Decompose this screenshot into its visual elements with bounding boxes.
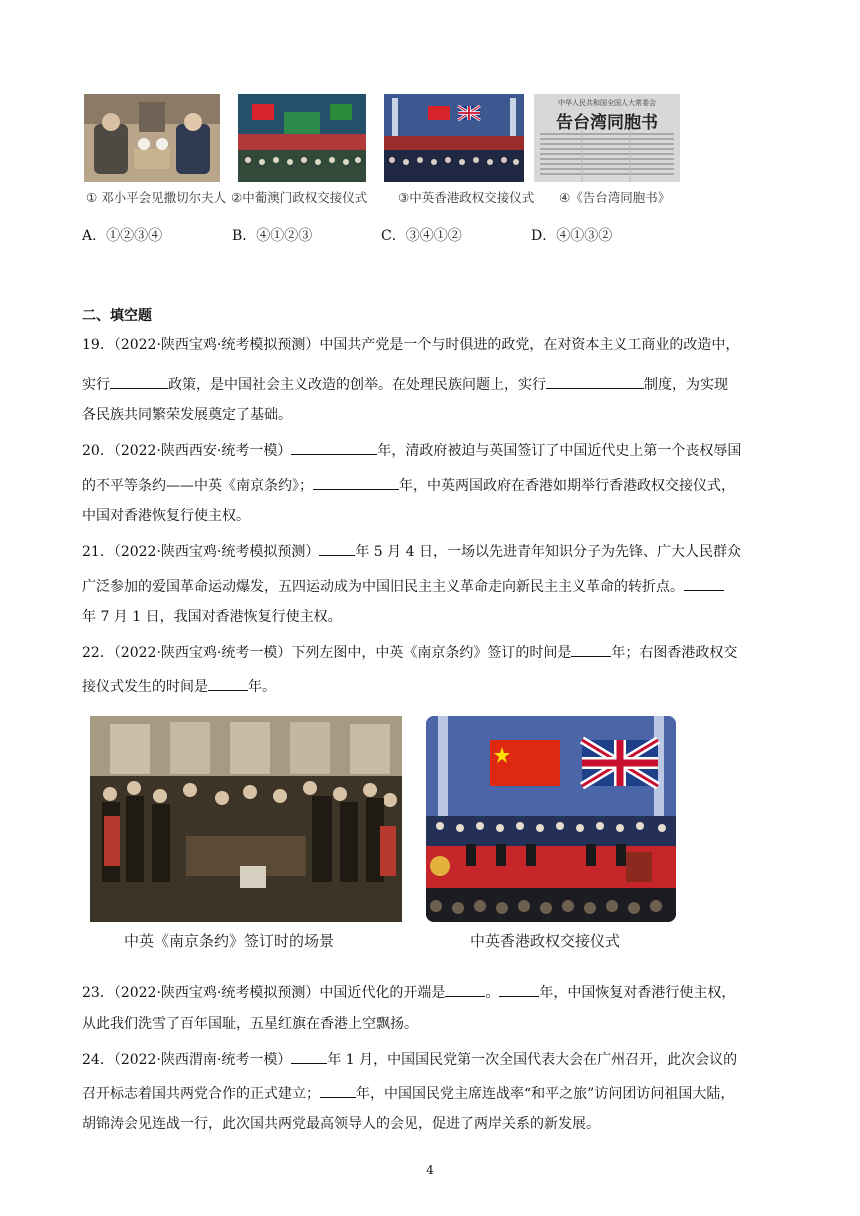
painting-nanjing-treaty (90, 716, 402, 922)
option-a: A．①②③④ (82, 228, 163, 244)
doc-header-small: 中华人民共和国全国人大常委会 (558, 99, 656, 107)
photo-deng-thatcher (84, 94, 220, 182)
q21-line1: 21．（2022·陕西宝鸡·统考模拟预测） 年 5 月 4 日，一场以先进青年知识分子为先锋、广大人民群众 (82, 541, 782, 562)
figure-caption-right: 中英香港政权交接仪式 (470, 932, 621, 950)
photo-macau-handover (238, 94, 366, 182)
figure-caption-left: 中英《南京条约》签订时的场景 (124, 932, 335, 950)
option-b: B．④①②③ (232, 228, 313, 244)
blank (110, 374, 168, 389)
q24-line2: 召开标志着国共两党合作的正式建立； 年，中国国民党主席连战率“和平之旅”访问团访问祖国大陆， (82, 1083, 782, 1104)
q22-line2: 接仪式发生的时间是 年。 (82, 676, 782, 697)
option-d: D．④①③② (531, 228, 613, 244)
doc-title: 告台湾同胞书 (556, 113, 658, 133)
q24-line3: 胡锦涛会见连战一行，此次国共两党最高领导人的会见，促进了两岸关系的新发展。 (82, 1116, 600, 1132)
caption-2: ②中葡澳门政权交接仪式 (231, 190, 368, 205)
q22-line1: 22．（2022·陕西宝鸡·统考一模）下列左图中，中英《南京条约》签订的时间是 年；右图香港政权交 (82, 642, 782, 663)
q21-line3: 年 7 月 1 日，我国对香港恢复行使主权。 (82, 609, 342, 625)
caption-4: ④《告台湾同胞书》 (559, 190, 671, 205)
q19-line1: 19．（2022·陕西宝鸡·统考模拟预测）中国共产党是一个与时俱进的政党，在对资本主义工商业的改造中， (82, 337, 740, 353)
q19-line3: 各民族共同繁荣发展奠定了基础。 (82, 407, 292, 423)
blank (571, 642, 611, 657)
q19-line2: 实行 政策，是中国社会主义改造的创举。在处理民族问题上，实行 制度，为实现 (82, 374, 782, 395)
photo-taiwan-letter (534, 94, 680, 182)
q23-line2: 从此我们洗雪了百年国耻，五星红旗在香港上空飘扬。 (82, 1016, 418, 1032)
blank (320, 1083, 356, 1098)
blank (319, 541, 355, 556)
page-number: 4 (426, 1163, 434, 1177)
q20-line3: 中国对香港恢复行使主权。 (82, 508, 250, 524)
photo-hongkong-handover-large (426, 716, 676, 922)
q20-line2: 的不平等条约——中英《南京条约》； 年，中英两国政府在香港如期举行香港政权交接仪式， (82, 475, 782, 496)
q23-line1: 23．（2022·陕西宝鸡·统考模拟预测）中国近代化的开端是 。 年，中国恢复对香港行使主权， (82, 982, 782, 1003)
blank (313, 475, 399, 490)
option-c: C．③④①② (381, 228, 462, 244)
q20-line1: 20．（2022·陕西西安·统考一模） 年，清政府被迫与英国签订了中国近代史上第一个丧权辱国 (82, 440, 782, 461)
caption-3: ③中英香港政权交接仪式 (398, 190, 535, 205)
q24-line1: 24．（2022·陕西渭南·统考一模） 年 1 月，中国国民党第一次全国代表大会在广州召开，此次会议的 (82, 1049, 782, 1070)
section-title: 二、填空题 (82, 308, 152, 324)
photo-hongkong-handover-small (384, 94, 524, 182)
blank (291, 1049, 327, 1064)
blank (291, 440, 377, 455)
blank (445, 982, 485, 997)
q21-line2: 广泛参加的爱国革命运动爆发，五四运动成为中国旧民主主义革命走向新民主主义革命的转折点。 (82, 576, 782, 597)
blank (499, 982, 539, 997)
caption-1: ① 邓小平会见撒切尔夫人 (86, 190, 227, 205)
blank (684, 576, 724, 591)
blank (208, 676, 248, 691)
blank (546, 374, 644, 389)
